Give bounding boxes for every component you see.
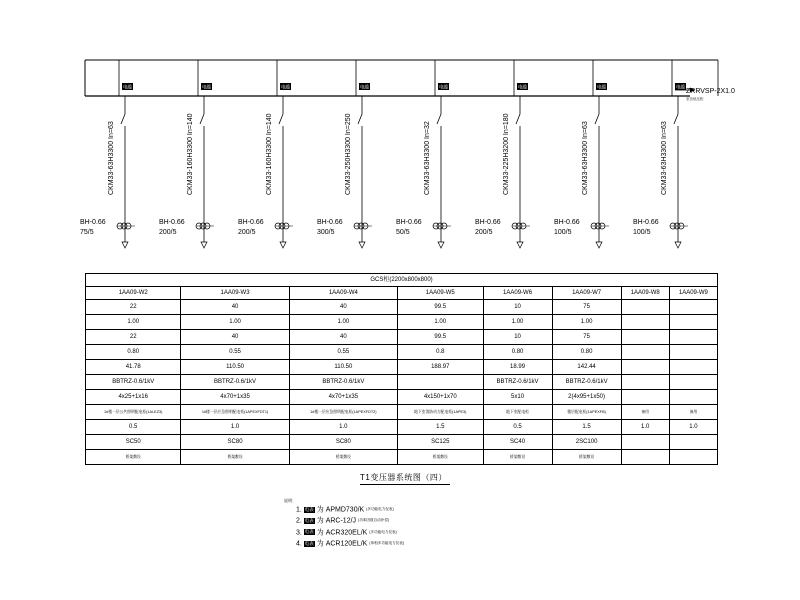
table-cell: 1AA09-W9: [669, 287, 717, 300]
table-cell: 2(4x95+1x50): [552, 390, 621, 405]
table-cell: 地下室消防动力配电柜(1APE3): [397, 405, 483, 420]
ct-type-label: BH-0.66: [238, 219, 264, 226]
outgoing-cable-label: ZRRVSP-2X1.0: [686, 88, 735, 95]
breaker-label: CKM33-160H3300 In=140: [187, 113, 194, 195]
breaker-label: CKM33-225H3200 In=180: [503, 113, 510, 195]
table-cell: 0.5: [483, 420, 552, 435]
arrester-icon: [596, 242, 602, 248]
table-cell: BBTRZ-0.6/1kV: [181, 375, 289, 390]
table-cell: [621, 435, 669, 450]
breaker-switch-icon: [279, 114, 283, 124]
table-cell: [621, 300, 669, 315]
ct-type-label: BH-0.66: [317, 219, 343, 226]
note-item: [296, 538, 404, 549]
table-cell: 楼层配电柜(1APEXFB): [552, 405, 621, 420]
ct-ratio-label: 100/5: [554, 229, 572, 236]
table-cell: 4x70+1x35: [181, 390, 289, 405]
arrester-icon: [675, 242, 681, 248]
breaker-switch-icon: [674, 114, 678, 124]
ct-ratio-label: 75/5: [80, 229, 94, 236]
feeder-6: [475, 60, 530, 248]
table-cell: SC50: [86, 435, 181, 450]
table-cell: 110.50: [181, 360, 289, 375]
table-row: [86, 390, 718, 405]
note-desc: (单相多功能电力仪表): [369, 541, 405, 546]
note-number: 3.: [296, 529, 302, 537]
cabinet-data-table: [85, 273, 718, 465]
table-cell: 99.5: [397, 300, 483, 315]
table-row: [86, 300, 718, 315]
note-text: 为 ACR320EL/K: [316, 529, 368, 537]
table-cell: 桥架敷设: [397, 450, 483, 465]
breaker-label: CKM33-63H3300 In=63: [661, 121, 668, 195]
breaker-switch-icon: [358, 114, 362, 124]
meter-tag-label: 电缆: [123, 84, 132, 90]
table-cell: 1.0: [289, 420, 397, 435]
table-cell: 1AA09-W8: [621, 287, 669, 300]
breaker-label: CKM33-63H3300 In=63: [582, 121, 589, 195]
table-cell: 桥架敷设: [181, 450, 289, 465]
meter-tag-label: 电缆: [597, 84, 606, 90]
table-cell: [669, 360, 717, 375]
table-cell: 22: [86, 300, 181, 315]
table-cell: 桥架敷设: [86, 450, 181, 465]
breaker-switch-icon: [121, 114, 125, 124]
notes-list: [296, 504, 404, 549]
feeder-8: [633, 60, 688, 248]
meter-tag-label: 电缆: [202, 84, 211, 90]
table-cell: 地下室配电柜: [483, 405, 552, 420]
table-cell: SC80: [289, 435, 397, 450]
note-desc: (功率因数自动补偿): [358, 518, 390, 523]
table-cell: 备用: [669, 405, 717, 420]
note-tag: 电表: [304, 506, 314, 512]
table-cell: 18.99: [483, 360, 552, 375]
meter-tag-label: 电缆: [360, 84, 369, 90]
table-cell: 1AA09-W4: [289, 287, 397, 300]
note-tag: 电表: [304, 517, 314, 523]
table-cell: 10: [483, 330, 552, 345]
table-cell: 10: [483, 300, 552, 315]
note-item: [296, 504, 404, 515]
arrester-icon: [201, 242, 207, 248]
table-cell: 1AA09-W7: [552, 287, 621, 300]
feeder-1: [80, 60, 135, 248]
ct-type-label: BH-0.66: [633, 219, 659, 226]
feeders-group: [80, 60, 688, 248]
table-cell: [669, 345, 717, 360]
table-cell: 1#楼一层应急照明配电柜(1APEXFDT1): [181, 405, 289, 420]
table-cell: 40: [181, 330, 289, 345]
table-cell: 桥架敷设: [552, 450, 621, 465]
ct-ratio-label: 300/5: [317, 229, 335, 236]
table-cell: [669, 315, 717, 330]
table-cell: 0.80: [483, 345, 552, 360]
table-cell: 1.00: [181, 315, 289, 330]
table-cell: [621, 360, 669, 375]
table-cell: [669, 330, 717, 345]
table-cell: 1.0: [181, 420, 289, 435]
table-cell: [669, 300, 717, 315]
table-cell: 1.5: [552, 420, 621, 435]
table-cell: 2SC100: [552, 435, 621, 450]
ct-type-label: BH-0.66: [159, 219, 185, 226]
arrester-icon: [359, 242, 365, 248]
table-cell: 5x10: [483, 390, 552, 405]
ct-type-label: BH-0.66: [554, 219, 580, 226]
table-cell: 4x25+1x16: [86, 390, 181, 405]
note-desc: (多功能电力仪表): [369, 529, 397, 534]
note-item: [296, 527, 404, 538]
arrester-icon: [517, 242, 523, 248]
meter-tag-label: 电缆: [676, 84, 685, 90]
table-cell: 0.8: [397, 345, 483, 360]
breaker-switch-icon: [595, 114, 599, 124]
feeder-3: [238, 60, 293, 248]
breaker-label: CKM33-250H3300 In=250: [345, 113, 352, 195]
table-cell: [669, 450, 717, 465]
table-body: [86, 287, 718, 465]
feeder-7: [554, 60, 609, 248]
table-cell: 1AA09-W6: [483, 287, 552, 300]
note-tag: 电表: [304, 529, 314, 535]
diagram-title: T1变压器系统图（四）: [360, 473, 447, 482]
table-row: [86, 345, 718, 360]
table-cell: 1.00: [289, 315, 397, 330]
note-number: 4.: [296, 540, 302, 548]
table-cell: 75: [552, 330, 621, 345]
outgoing-cable-sublabel: 至各低压柜: [686, 97, 704, 101]
table-cell: BBTRZ-0.6/1kV: [483, 375, 552, 390]
table-cell: 1AA09-W2: [86, 287, 181, 300]
breaker-label: CKM33-160H3300 In=140: [266, 113, 273, 195]
table-cell: 1AA09-W3: [181, 287, 289, 300]
table-cell: [669, 435, 717, 450]
breaker-switch-icon: [437, 114, 441, 124]
breaker-label: CKM33-63H3300 In=32: [424, 121, 431, 195]
table-cell: 75: [552, 300, 621, 315]
table-row: [86, 375, 718, 390]
table-cell: 1.0: [621, 420, 669, 435]
ct-ratio-label: 100/5: [633, 229, 651, 236]
table-cell: SC125: [397, 435, 483, 450]
feeder-5: [396, 60, 451, 248]
table-cell: BBTRZ-0.6/1kV: [552, 375, 621, 390]
table-cell: 1.00: [86, 315, 181, 330]
table-cell: 0.55: [289, 345, 397, 360]
table-cabinet-row: [86, 274, 718, 287]
notes-label: 说明：: [284, 498, 296, 503]
table-cell: 4x150+1x70: [397, 390, 483, 405]
table-cell: 1.0: [669, 420, 717, 435]
meter-tag-label: 电缆: [281, 84, 290, 90]
table-cell: 4x70+1x35: [289, 390, 397, 405]
table-cell: [621, 345, 669, 360]
title-underline: [360, 484, 450, 485]
table-row: [86, 360, 718, 375]
table-cell: [669, 375, 717, 390]
note-number: 1.: [296, 506, 302, 514]
ct-type-label: BH-0.66: [475, 219, 501, 226]
table-cell: 0.55: [181, 345, 289, 360]
meter-tag-label: 电缆: [518, 84, 527, 90]
ct-ratio-label: 50/5: [396, 229, 410, 236]
feeder-4: [317, 60, 372, 248]
ct-ratio-label: 200/5: [475, 229, 493, 236]
note-item: [296, 515, 404, 526]
table-cell: 188.97: [397, 360, 483, 375]
table-cell: 142.44: [552, 360, 621, 375]
note-tag: 电表: [304, 540, 314, 546]
breaker-switch-icon: [200, 114, 204, 124]
table-cell: BBTRZ-0.6/1kV: [86, 375, 181, 390]
cabinet-spec-cell: GCS柜(2200x800x800): [86, 274, 718, 287]
table-cell: 1.00: [483, 315, 552, 330]
table-cell: SC80: [181, 435, 289, 450]
table-cell: 40: [289, 300, 397, 315]
table-cell: [621, 315, 669, 330]
table-row: [86, 405, 718, 420]
table-cell: 1.00: [397, 315, 483, 330]
table-cell: 1#楼一层应急照明配电柜(1APEXFDT2): [289, 405, 397, 420]
note-text: 为 ACR120EL/K: [316, 540, 368, 548]
table-cell: [397, 375, 483, 390]
table-cell: 40: [289, 330, 397, 345]
table-cell: 110.50: [289, 360, 397, 375]
breaker-switch-icon: [516, 114, 520, 124]
table-cell: SC40: [483, 435, 552, 450]
table-row: [86, 315, 718, 330]
ct-ratio-label: 200/5: [159, 229, 177, 236]
note-text: 为 APMD730/K: [316, 506, 365, 514]
arrester-icon: [280, 242, 286, 248]
table-row: [86, 287, 718, 300]
table-cell: 0.5: [86, 420, 181, 435]
note-desc: (多功能电力仪表): [366, 507, 394, 511]
table-row: [86, 435, 718, 450]
table-cell: BBTRZ-0.6/1kV: [289, 375, 397, 390]
table-cell: 41.78: [86, 360, 181, 375]
meter-tag-label: 电缆: [439, 84, 448, 90]
arrester-icon: [438, 242, 444, 248]
note-text: 为 ARC-12/J: [316, 517, 357, 525]
ct-ratio-label: 200/5: [238, 229, 256, 236]
ct-type-label: BH-0.66: [396, 219, 422, 226]
table-cell: [621, 330, 669, 345]
table-cell: [621, 375, 669, 390]
table-cell: 22: [86, 330, 181, 345]
table-cell: 备用: [621, 405, 669, 420]
ct-type-label: BH-0.66: [80, 219, 106, 226]
table-cell: [621, 450, 669, 465]
table-cell: 1#楼一层公共照明配电柜(1ALEZ3): [86, 405, 181, 420]
table-row: [86, 330, 718, 345]
table-row: [86, 450, 718, 465]
breaker-label: CKM33-63H3300 In=63: [108, 121, 115, 195]
note-number: 2.: [296, 517, 302, 525]
table-cell: 1.5: [397, 420, 483, 435]
arrester-icon: [122, 242, 128, 248]
table-cell: 0.80: [86, 345, 181, 360]
feeder-2: [159, 60, 214, 248]
table-cell: [621, 390, 669, 405]
table-cell: 桥架敷设: [289, 450, 397, 465]
table-row: [86, 420, 718, 435]
table-cell: 1.00: [552, 315, 621, 330]
table-cell: [669, 390, 717, 405]
table-cell: 0.80: [552, 345, 621, 360]
table-cell: 桥架敷设: [483, 450, 552, 465]
table-cell: 99.5: [397, 330, 483, 345]
table-cell: 1AA09-W5: [397, 287, 483, 300]
table-cell: 40: [181, 300, 289, 315]
